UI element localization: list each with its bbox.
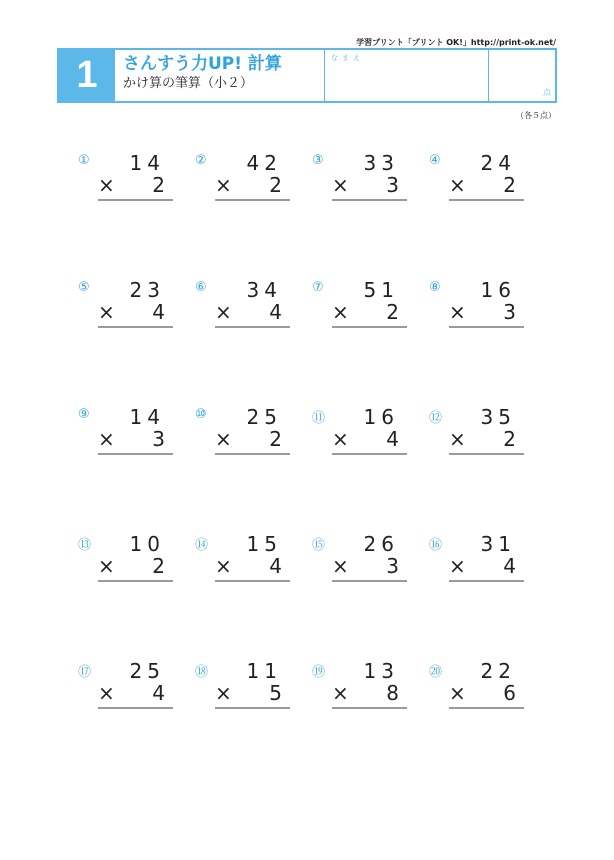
problem-number: ① <box>78 153 90 168</box>
problem-number: ② <box>195 153 207 168</box>
times-icon: × <box>215 681 232 705</box>
times-icon: × <box>215 427 232 451</box>
name-field[interactable] <box>325 50 489 101</box>
multiplicand: 14 <box>129 151 165 175</box>
answer-line[interactable] <box>449 326 524 328</box>
multiplier: 2 <box>152 554 165 578</box>
answer-line[interactable] <box>449 199 524 201</box>
multiplicand: 34 <box>246 278 282 302</box>
worksheet-header <box>57 48 557 103</box>
answer-line[interactable] <box>449 707 524 709</box>
times-icon: × <box>98 173 115 197</box>
multiplicand: 23 <box>129 278 165 302</box>
problem-row <box>78 277 548 404</box>
problem <box>195 277 312 404</box>
problem-grid <box>78 150 548 785</box>
answer-line[interactable] <box>332 707 407 709</box>
times-icon: × <box>98 681 115 705</box>
problem <box>195 404 312 531</box>
problem-number: ⑲ <box>312 665 326 680</box>
answer-line[interactable] <box>98 453 173 455</box>
answer-line[interactable] <box>449 453 524 455</box>
multiplier: 4 <box>152 300 165 324</box>
answer-line[interactable] <box>215 199 290 201</box>
problem-number: ⑦ <box>312 280 324 295</box>
multiplicand: 25 <box>129 659 165 683</box>
answer-line[interactable] <box>332 453 407 455</box>
multiplier: 3 <box>503 300 516 324</box>
multiplier: 2 <box>503 427 516 451</box>
multiplicand: 11 <box>246 659 282 683</box>
score-field[interactable] <box>489 50 555 101</box>
times-icon: × <box>332 427 349 451</box>
times-icon: × <box>98 554 115 578</box>
problem <box>312 150 429 277</box>
problem-row <box>78 531 548 658</box>
problem <box>78 277 195 404</box>
multiplier: 5 <box>269 681 282 705</box>
name-label: なまえ <box>331 54 364 62</box>
times-icon: × <box>449 554 466 578</box>
worksheet-subtitle: かけ算の筆算（小２） <box>123 76 254 91</box>
problem <box>195 150 312 277</box>
multiplicand: 35 <box>480 405 516 429</box>
problem-number: ⑪ <box>312 411 326 426</box>
times-icon: × <box>215 300 232 324</box>
sheet-number: 1 <box>59 50 115 101</box>
multiplier: 2 <box>269 173 282 197</box>
problem <box>429 404 546 531</box>
times-icon: × <box>449 173 466 197</box>
multiplier: 3 <box>152 427 165 451</box>
multiplier: 3 <box>386 173 399 197</box>
problem-number: ⑥ <box>195 280 207 295</box>
answer-line[interactable] <box>215 580 290 582</box>
multiplier: 4 <box>386 427 399 451</box>
worksheet-title: さんすう力UP! 計算 <box>123 54 282 74</box>
multiplicand: 51 <box>363 278 399 302</box>
answer-line[interactable] <box>332 326 407 328</box>
problem-row <box>78 404 548 531</box>
multiplicand: 14 <box>129 405 165 429</box>
multiplier: 2 <box>386 300 399 324</box>
problem-number: ⑤ <box>78 280 90 295</box>
problem-number: ⑮ <box>312 538 326 553</box>
multiplier: 2 <box>503 173 516 197</box>
times-icon: × <box>215 173 232 197</box>
problem <box>78 150 195 277</box>
problem-number: ⑰ <box>78 665 92 680</box>
times-icon: × <box>449 681 466 705</box>
times-icon: × <box>215 554 232 578</box>
answer-line[interactable] <box>215 707 290 709</box>
answer-line[interactable] <box>98 580 173 582</box>
problem <box>78 404 195 531</box>
multiplier: 4 <box>269 554 282 578</box>
multiplicand: 25 <box>246 405 282 429</box>
problem-number: ⑨ <box>78 407 90 422</box>
multiplicand: 10 <box>129 532 165 556</box>
multiplier: 6 <box>503 681 516 705</box>
problem-number: ⑯ <box>429 538 443 553</box>
problem <box>312 658 429 785</box>
title-block <box>115 50 325 101</box>
multiplier: 4 <box>269 300 282 324</box>
answer-line[interactable] <box>215 453 290 455</box>
problem <box>78 531 195 658</box>
multiplicand: 13 <box>363 659 399 683</box>
multiplier: 8 <box>386 681 399 705</box>
times-icon: × <box>332 300 349 324</box>
problem <box>429 150 546 277</box>
problem <box>312 277 429 404</box>
answer-line[interactable] <box>98 199 173 201</box>
problem-row <box>78 150 548 277</box>
multiplier: 3 <box>386 554 399 578</box>
times-icon: × <box>332 554 349 578</box>
problem <box>429 531 546 658</box>
score-label: 点 <box>543 88 551 97</box>
problem-number: ⑧ <box>429 280 441 295</box>
problem-number: ⑱ <box>195 665 209 680</box>
times-icon: × <box>98 300 115 324</box>
answer-line[interactable] <box>332 580 407 582</box>
multiplier: 4 <box>152 681 165 705</box>
multiplicand: 42 <box>246 151 282 175</box>
times-icon: × <box>449 300 466 324</box>
site-credit: 学習プリント「プリント OK!」http://print-ok.net/ <box>356 38 556 47</box>
multiplicand: 31 <box>480 532 516 556</box>
multiplicand: 16 <box>480 278 516 302</box>
problem-number: ⑬ <box>78 538 92 553</box>
points-note: （各５点） <box>516 111 556 120</box>
times-icon: × <box>332 173 349 197</box>
answer-line[interactable] <box>98 326 173 328</box>
answer-line[interactable] <box>98 707 173 709</box>
multiplicand: 15 <box>246 532 282 556</box>
multiplier: 2 <box>152 173 165 197</box>
problem <box>78 658 195 785</box>
times-icon: × <box>98 427 115 451</box>
problem-number: ⑫ <box>429 411 443 426</box>
problem <box>195 658 312 785</box>
answer-line[interactable] <box>332 199 407 201</box>
multiplicand: 24 <box>480 151 516 175</box>
problem-number: ④ <box>429 153 441 168</box>
times-icon: × <box>449 427 466 451</box>
problem-number: ⑳ <box>429 665 443 680</box>
problem <box>195 531 312 658</box>
answer-line[interactable] <box>215 326 290 328</box>
multiplier: 4 <box>503 554 516 578</box>
problem-number: ⑭ <box>195 538 209 553</box>
multiplicand: 33 <box>363 151 399 175</box>
multiplier: 2 <box>269 427 282 451</box>
multiplicand: 26 <box>363 532 399 556</box>
problem-row <box>78 658 548 785</box>
problem <box>429 658 546 785</box>
answer-line[interactable] <box>449 580 524 582</box>
multiplicand: 16 <box>363 405 399 429</box>
problem <box>312 531 429 658</box>
problem <box>429 277 546 404</box>
problem <box>312 404 429 531</box>
times-icon: × <box>332 681 349 705</box>
problem-number: ③ <box>312 153 324 168</box>
problem-number: ⑩ <box>195 407 207 422</box>
multiplicand: 22 <box>480 659 516 683</box>
